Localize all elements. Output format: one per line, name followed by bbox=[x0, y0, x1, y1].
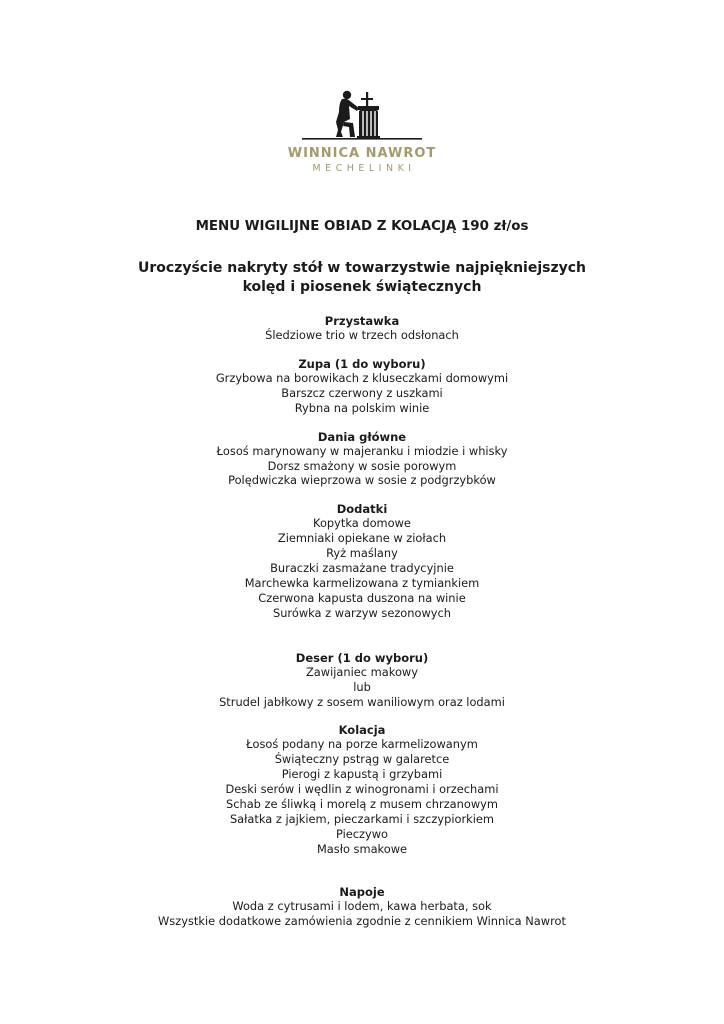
section-dodatki bbox=[0, 502, 724, 620]
menu-item: Barszcz czerwony z uszkami bbox=[281, 385, 443, 400]
menu-item: Zawijaniec makowy bbox=[306, 664, 418, 679]
menu-item: Polędwiczka wieprzowa w sosie z podgrzybków bbox=[228, 473, 496, 488]
menu-item: Łosoś podany na porze karmelizowanym bbox=[246, 737, 478, 752]
menu-item: Masło smakowe bbox=[316, 841, 408, 856]
menu-subtitle: Uroczyście nakryty stół w towarzystwie najpiękniejszych kolęd i piosenek świątecznych bbox=[138, 260, 586, 295]
section-title: Dania główne bbox=[317, 429, 407, 444]
logo bbox=[0, 86, 724, 175]
menu-item: Świąteczny pstrąg w galaretce bbox=[274, 752, 450, 767]
menu-title: MENU WIGILIJNE OBIAD Z KOLACJĄ 190 zł/os bbox=[195, 219, 529, 234]
brand-name: WINNICA NAWROT bbox=[287, 146, 437, 161]
section-title: Przystawka bbox=[324, 314, 400, 328]
menu bbox=[0, 218, 724, 928]
menu-item: Strudel jabłkowy z sosem waniliowym oraz lodami bbox=[219, 694, 505, 709]
winemaker-press-icon bbox=[287, 86, 437, 144]
menu-item: Schab ze śliwką i morelą z musem chrzanowym bbox=[225, 797, 499, 812]
menu-item: Rybna na polskim winie bbox=[294, 400, 430, 415]
menu-item: Pierogi z kapustą i grzybami bbox=[281, 767, 443, 782]
menu-item: Grzybowa na borowikach z kluseczkami domowymi bbox=[215, 370, 509, 385]
menu-item: Marchewka karmelizowana z tymiankiem bbox=[244, 575, 480, 590]
menu-item: Wszystkie dodatkowe zamówienia zgodnie z cennikiem Winnica Nawrot bbox=[158, 913, 566, 928]
menu-item: Śledziowe trio w trzech odsłonach bbox=[265, 328, 459, 342]
section-title: Dodatki bbox=[336, 502, 388, 517]
section-title: Zupa (1 do wyboru) bbox=[298, 356, 426, 371]
section-kolacja bbox=[0, 723, 724, 856]
section-title: Kolacja bbox=[338, 723, 386, 738]
section-napoje bbox=[0, 885, 724, 929]
menu-item: Czerwona kapusta duszona na winie bbox=[258, 590, 466, 605]
menu-item: Surówka z warzyw sezonowych bbox=[272, 605, 452, 620]
section-title: Napoje bbox=[339, 884, 385, 899]
menu-item: Ryż maślany bbox=[326, 546, 398, 561]
menu-item: Buraczki zasmażane tradycyjnie bbox=[270, 561, 454, 576]
section-dania-glowne bbox=[0, 430, 724, 489]
menu-item: Sałatka z jajkiem, pieczarkami i szczypiorkiem bbox=[229, 811, 495, 826]
section-przystawka bbox=[0, 314, 724, 343]
menu-item: Dorsz smażony w sosie porowym bbox=[267, 458, 457, 473]
section-title: Deser (1 do wyboru) bbox=[295, 650, 429, 665]
menu-item: Deski serów i wędlin z winogronami i orzechami bbox=[225, 782, 499, 797]
section-zupa bbox=[0, 357, 724, 416]
menu-item: Kopytka domowe bbox=[313, 516, 411, 531]
brand-location: MECHELINKI bbox=[312, 163, 416, 174]
section-deser bbox=[0, 651, 724, 710]
menu-item: Ziemniaki opiekane w ziołach bbox=[277, 531, 447, 546]
menu-item: Łosoś marynowany w majeranku i miodzie i whisky bbox=[216, 443, 508, 458]
menu-item: Woda z cytrusami i lodem, kawa herbata, sok bbox=[232, 898, 492, 913]
menu-item: lub bbox=[353, 679, 371, 694]
menu-item: Pieczywo bbox=[335, 826, 389, 841]
